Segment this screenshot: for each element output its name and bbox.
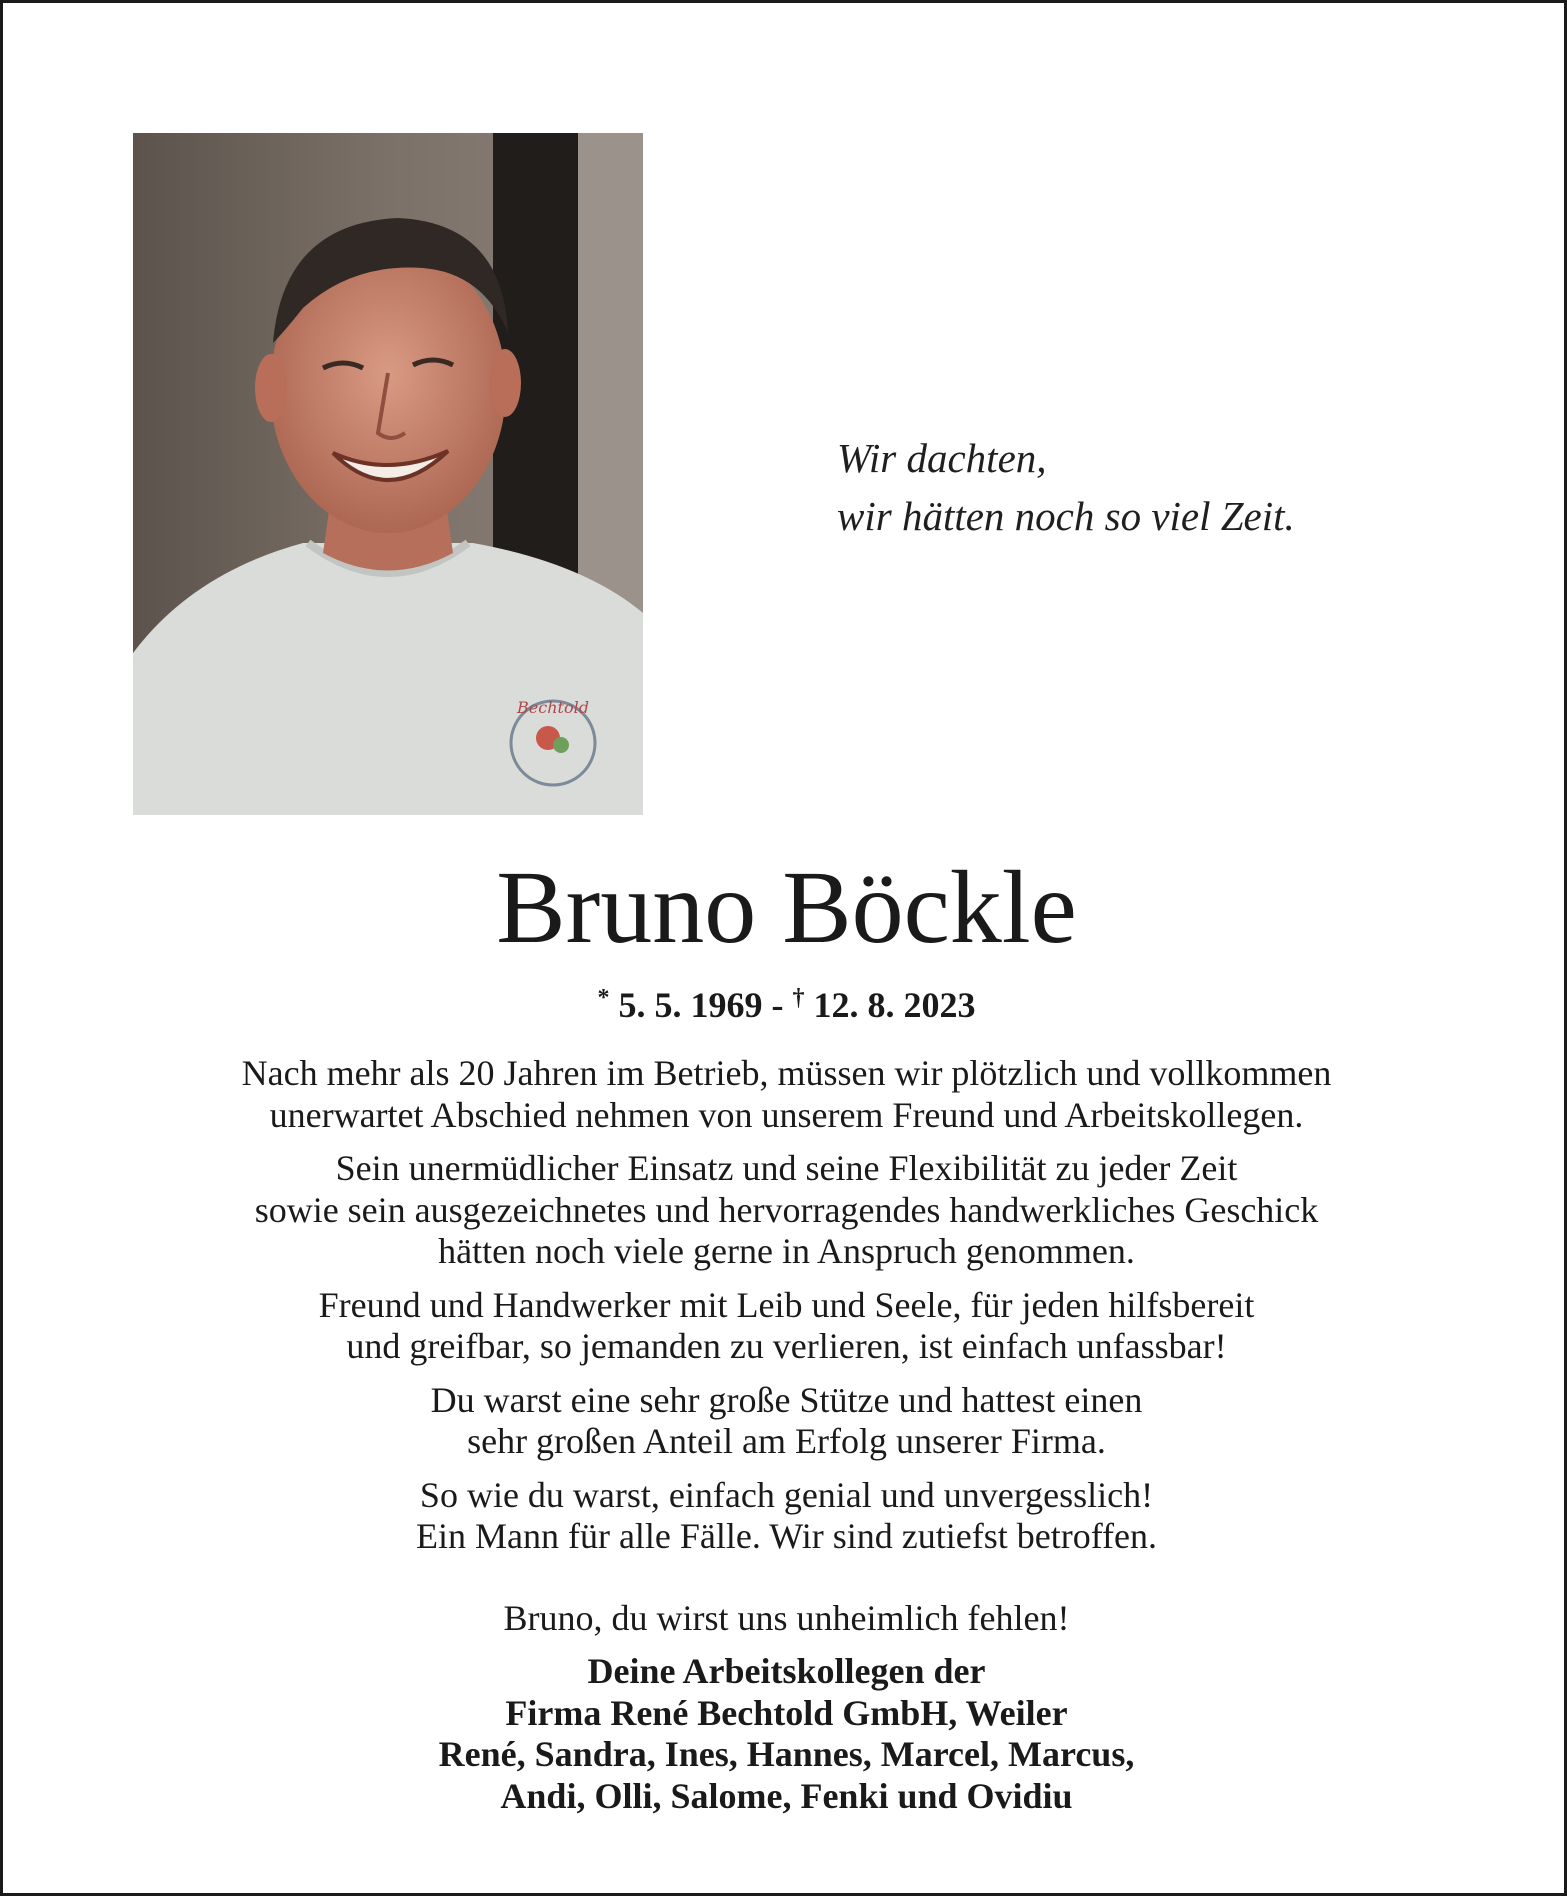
date-separator: - <box>771 985 784 1025</box>
signature-block <box>3 1651 1567 1817</box>
portrait-illustration <box>133 133 643 815</box>
signature-line: Firma René Bechtold GmbH, Weiler <box>505 1692 1068 1733</box>
paragraph <box>63 1148 1510 1273</box>
quote-line: wir hätten noch so viel Zeit. <box>837 493 1295 539</box>
paragraph <box>63 1475 1510 1558</box>
paragraph <box>63 1053 1510 1136</box>
text-line: Ein Mann für alle Fälle. Wir sind zutiefst betroffen. <box>415 1516 1158 1556</box>
text-line: Nach mehr als 20 Jahren im Betrieb, müssen wir plötzlich und vollkommen <box>241 1053 1332 1093</box>
memorial-quote <box>837 429 1457 545</box>
paragraph <box>63 1285 1510 1368</box>
birth-mark: * <box>597 985 610 1011</box>
text-line: Sein unermüdlicher Einsatz und seine Flexibilität zu jeder Zeit <box>335 1148 1238 1188</box>
life-dates <box>3 973 1567 1030</box>
signature-line: Andi, Olli, Salome, Fenki und Ovidiu <box>500 1775 1073 1816</box>
text-line: sowie sein ausgezeichnetes und hervorragendes handwerkliches Geschick <box>254 1189 1319 1230</box>
death-date: 12. 8. 2023 <box>813 985 976 1025</box>
portrait-photo <box>133 133 643 815</box>
text-line: unerwartet Abschied nehmen von unserem Freund und Arbeitskollegen. <box>269 1094 1304 1135</box>
paragraph <box>63 1380 1510 1463</box>
signature-line: Deine Arbeitskollegen der <box>587 1651 986 1691</box>
obituary-text <box>63 1053 1510 1570</box>
death-mark: † <box>792 985 805 1011</box>
farewell-line: Bruno, du wirst uns unheimlich fehlen! <box>503 1598 1070 1638</box>
text-line: hätten noch viele gerne in Anspruch genommen. <box>438 1231 1135 1271</box>
deceased-name: Bruno Böckle <box>496 850 1077 965</box>
text-line: Freund und Handwerker mit Leib und Seele, für jeden hilfsbereit <box>318 1284 1255 1325</box>
text-line: Du warst eine sehr große Stütze und hattest einen <box>430 1379 1143 1420</box>
text-line: sehr großen Anteil am Erfolg unserer Firma. <box>467 1421 1106 1461</box>
quote-line: Wir dachten, <box>837 435 1047 481</box>
text-line: und greifbar, so jemanden zu verlieren, ist einfach unfassbar! <box>346 1326 1227 1366</box>
birth-date: 5. 5. 1969 <box>618 985 763 1025</box>
shirt-logo-text: Bechtold <box>517 698 589 717</box>
signature-line: René, Sandra, Ines, Hannes, Marcel, Marcus, <box>438 1734 1135 1774</box>
text-line: So wie du warst, einfach genial und unvergesslich! <box>419 1474 1154 1515</box>
